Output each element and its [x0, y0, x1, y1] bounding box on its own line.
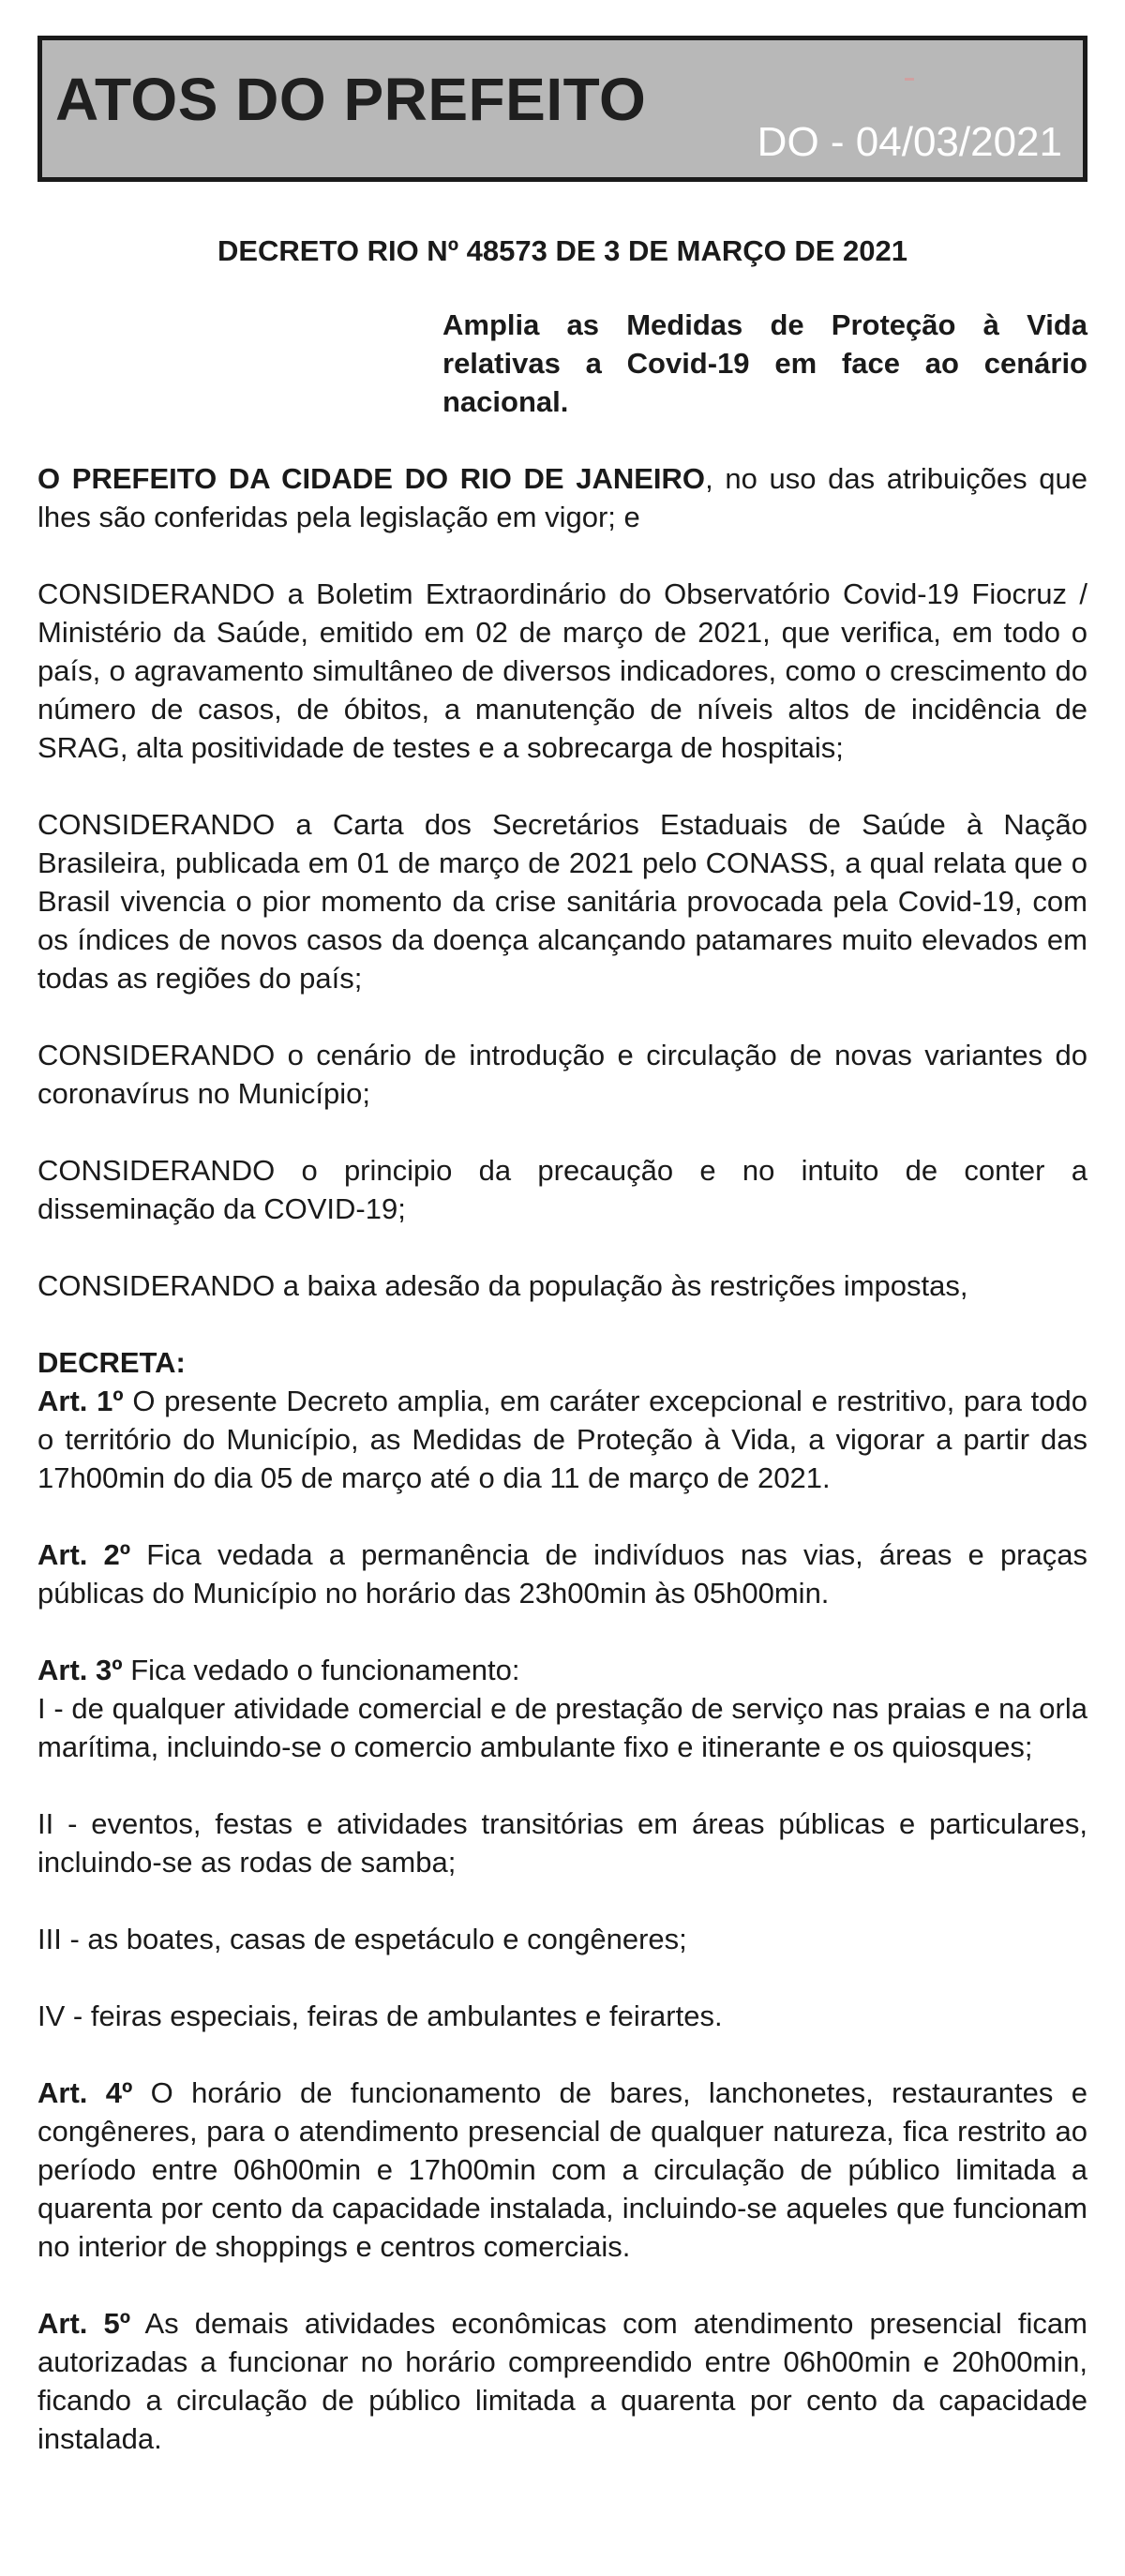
- preamble: [38, 459, 1088, 536]
- article-5: [38, 2304, 1088, 2458]
- publication-date: DO - 04/03/2021: [757, 119, 1062, 165]
- decree-ementa: Amplia as Medidas de Proteção à Vida relativas a Covid-19 em face ao cenário nacional.: [442, 308, 1088, 418]
- section-title: ATOS DO PREFEITO: [55, 66, 647, 133]
- considerando-4: CONSIDERANDO o principio da precaução e no intuito de conter a disseminação da COVID-19;: [38, 1154, 1088, 1225]
- header-banner: [38, 36, 1088, 182]
- print-mark: [905, 78, 914, 81]
- considerando-5: CONSIDERANDO a baixa adesão da população às restrições impostas,: [38, 1269, 968, 1302]
- article-1-label: Art. 1º: [38, 1385, 124, 1417]
- article-2-label: Art. 2º: [38, 1538, 131, 1571]
- article-4-text: O horário de funcionamento de bares, lanchonetes, restaurantes e congêneres, para o atendimento presencial de qualquer natureza, fica restrito ao período entre 06h00min e 17h00min com a circulação de público limitada a quarenta por cento da capacidade instalada, incluindo-se aqueles que funcionam no interior de shoppings e centros comerciais.: [38, 2076, 1088, 2263]
- preamble-text: , no uso das atribuições que lhes são conferidas pela legislação em vigor; e: [38, 462, 1088, 533]
- article-2-text: Fica vedada a permanência de indivíduos nas vias, áreas e praças públicas do Município no horário das 23h00min às 05h00min.: [38, 1538, 1088, 1610]
- preamble-authority: O PREFEITO DA CIDADE DO RIO DE JANEIRO: [38, 462, 706, 495]
- decreta-heading: DECRETA:: [38, 1346, 186, 1379]
- considerando-3: CONSIDERANDO o cenário de introdução e circulação de novas variantes do coronavírus no Município;: [38, 1039, 1088, 1110]
- considerando-2: CONSIDERANDO a Carta dos Secretários Estaduais de Saúde à Nação Brasileira, publicada em 01 de março de 2021 pelo CONASS, a qual relata que o Brasil vivencia o pior momento da crise sanitária provocada pela Covid-19, com os índices de novos casos da doença alcançando patamares muito elevados em todas as regiões do país;: [38, 808, 1088, 995]
- article-3-item-4: IV - feiras especiais, feiras de ambulantes e feirartes.: [38, 1999, 723, 2032]
- article-3: [38, 1651, 1088, 1689]
- article-2: [38, 1535, 1088, 1612]
- article-1: [38, 1382, 1088, 1497]
- article-3-text: Fica vedado o funcionamento:: [122, 1654, 520, 1686]
- decree-body: [38, 459, 1088, 2458]
- article-3-label: Art. 3º: [38, 1654, 123, 1686]
- article-3-item-3: III - as boates, casas de espetáculo e congêneres;: [38, 1923, 687, 1955]
- article-3-item-1: I - de qualquer atividade comercial e de prestação de serviço nas praias e na orla marítima, incluindo-se o comercio ambulante fixo e itinerante e os quiosques;: [38, 1692, 1088, 1763]
- article-3-item-2: II - eventos, festas e atividades transitórias em áreas públicas e particulares, incluindo-se as rodas de samba;: [38, 1807, 1088, 1879]
- decree-title: DECRETO RIO Nº 48573 DE 3 DE MARÇO DE 2021: [217, 234, 908, 267]
- article-1-text: O presente Decreto amplia, em caráter excepcional e restritivo, para todo o território do Município, as Medidas de Proteção à Vida, a vigorar a partir das 17h00min do dia 05 de março até o dia 11 de março de 2021.: [38, 1385, 1088, 1494]
- article-4-label: Art. 4º: [38, 2076, 133, 2109]
- article-5-label: Art. 5º: [38, 2307, 131, 2340]
- considerando-1: CONSIDERANDO a Boletim Extraordinário do Observatório Covid-19 Fiocruz / Ministério da Saúde, emitido em 02 de março de 2021, que verifica, em todo o país, o agravamento simultâneo de diversos indicadores, como o crescimento do número de casos, de óbitos, a manutenção de níveis altos de incidência de SRAG, alta positividade de testes e a sobrecarga de hospitais;: [38, 577, 1088, 764]
- article-4: [38, 2074, 1088, 2266]
- article-5-text: As demais atividades econômicas com atendimento presencial ficam autorizadas a funcionar no horário compreendido entre 06h00min e 20h00min, ficando a circulação de público limitada a quarenta por cento da capacidade instalada.: [38, 2307, 1088, 2455]
